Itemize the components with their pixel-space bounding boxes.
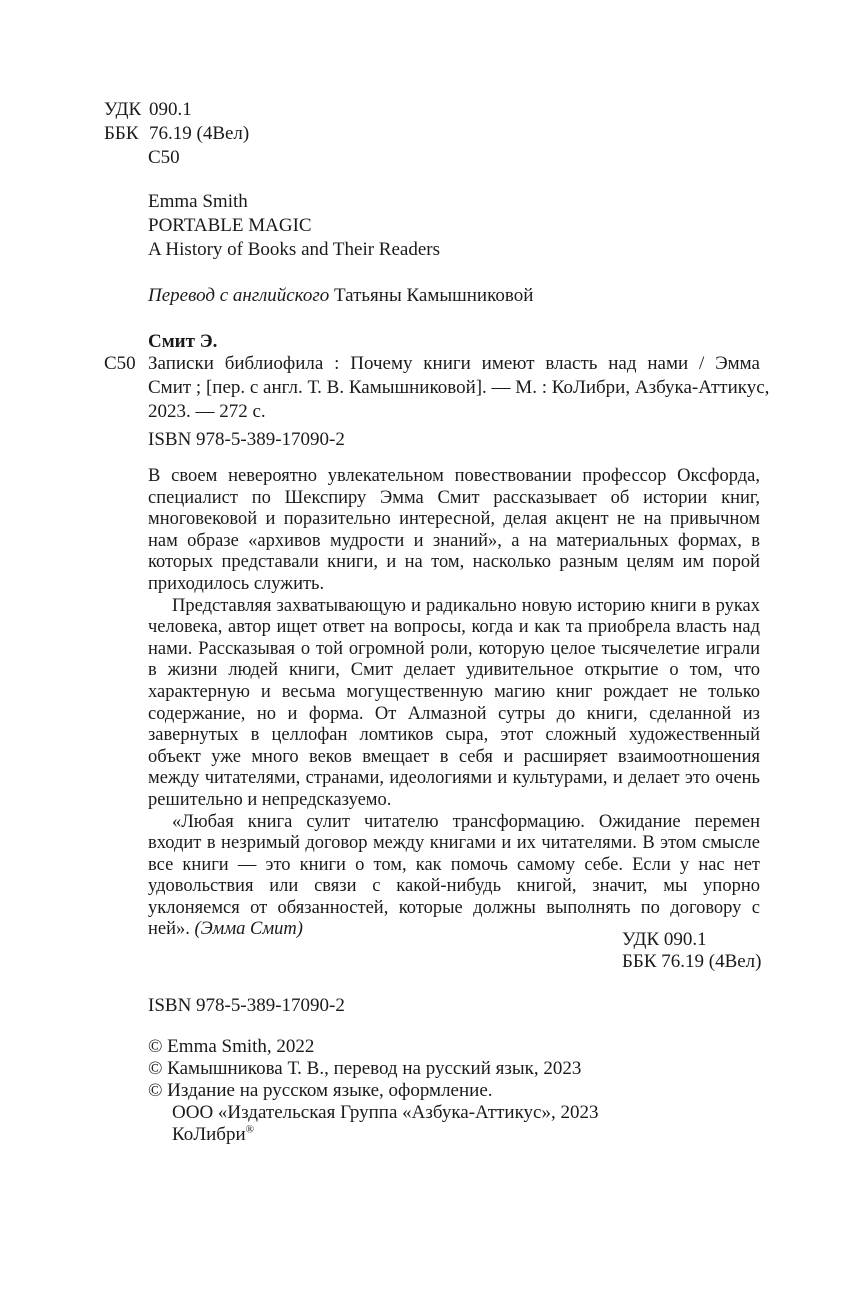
udk-value: 090.1 xyxy=(149,99,192,120)
copyright-translation: © Камышникова Т. В., перевод на русский язык, 2023 xyxy=(148,1058,582,1079)
annotation-paragraph-1: В своем невероятно увлекательном повествовании профессор Оксфорда, специалист по Шекспиру Эмма Смит рассказывает об истории книг, многовековой и поразительно интересной, делая акцент не на привычном нам образе «архивов мудрости и знаний», а на материальных формах, в которых представали книги, и на том, насколько разным целям им порой приходилось служить. xyxy=(148,466,760,594)
bbk-label: ББК xyxy=(104,123,139,144)
annotation-paragraph-3 xyxy=(148,812,760,942)
catalog-sign: С50 xyxy=(104,353,136,374)
copyright-author: © Emma Smith, 2022 xyxy=(148,1036,315,1057)
annotation-quote: «Любая книга сулит читателю трансформацию. Ожидание перемен входит в незримый договор между книгами и их читателями. В этом смысле все книги — это книги о том, как помочь самому себе. Если у нас нет удовольствия или связи с какой-нибудь книгой, значит, мы упорно уклоняемся от обязанностей, которые должны выполнять по договору с ней». xyxy=(148,811,760,940)
annotation-paragraph-2: Представляя захватывающую и радикально новую историю книги в руках человека, автор ищет ответ на вопросы, когда и как та приобрела власть над нами. Рассказывая о той огромной роли, которую целое тысячелетие играли в жизни людей книги, Смит делает удивительное открытие о том, что характерную и весьма могущественную магию книг рождает не только содержание, но и форма. От Алмазной сутры до книги, сделанной из завернутых в целлофан ломтиков сыра, этот сложный художественный объект уже много веков вмещает в себя и расширяет взаимоотношения между читателями, странами, идеологиями и культурами, и делает это очень решительно и непредсказуемо. xyxy=(148,595,760,810)
translation-line xyxy=(148,284,533,308)
udk-label: УДК xyxy=(104,99,142,120)
right-udk: УДК 090.1 xyxy=(622,929,707,950)
catalog-isbn: ISBN 978-5-389-17090-2 xyxy=(148,429,345,450)
quote-attribution: (Эмма Смит) xyxy=(194,919,303,940)
original-author: Emma Smith xyxy=(148,191,248,212)
author-sign: С50 xyxy=(148,147,180,168)
original-title: PORTABLE MAGIC xyxy=(148,215,312,236)
imprint-name: КоЛибри xyxy=(172,1124,246,1145)
copyright-edition: © Издание на русском языке, оформление. xyxy=(148,1080,493,1101)
catalog-line-1: Записки библиофила : Почему книги имеют власть над нами / Эмма xyxy=(148,353,760,374)
bbk-value: 76.19 (4Вел) xyxy=(149,123,250,144)
annotation xyxy=(148,466,760,941)
translation-prefix: Перевод с английского xyxy=(148,285,330,306)
translator-name: Татьяны Камышниковой xyxy=(334,285,534,306)
copyright-imprint xyxy=(172,1123,254,1147)
registered-mark: ® xyxy=(245,1123,254,1136)
catalog-author-heading: Смит Э. xyxy=(148,331,218,352)
catalog-line-3: 2023. — 272 с. xyxy=(148,401,266,422)
footer-isbn: ISBN 978-5-389-17090-2 xyxy=(148,995,345,1016)
catalog-line-2: Смит ; [пер. с англ. Т. В. Камышниковой]. — М. : КоЛибри, Азбука-Аттикус, xyxy=(148,377,770,398)
original-subtitle: A History of Books and Their Readers xyxy=(148,239,440,260)
right-bbk: ББК 76.19 (4Вел) xyxy=(622,951,762,972)
copyright-publisher: ООО «Издательская Группа «Азбука-Аттикус», 2023 xyxy=(172,1102,599,1123)
